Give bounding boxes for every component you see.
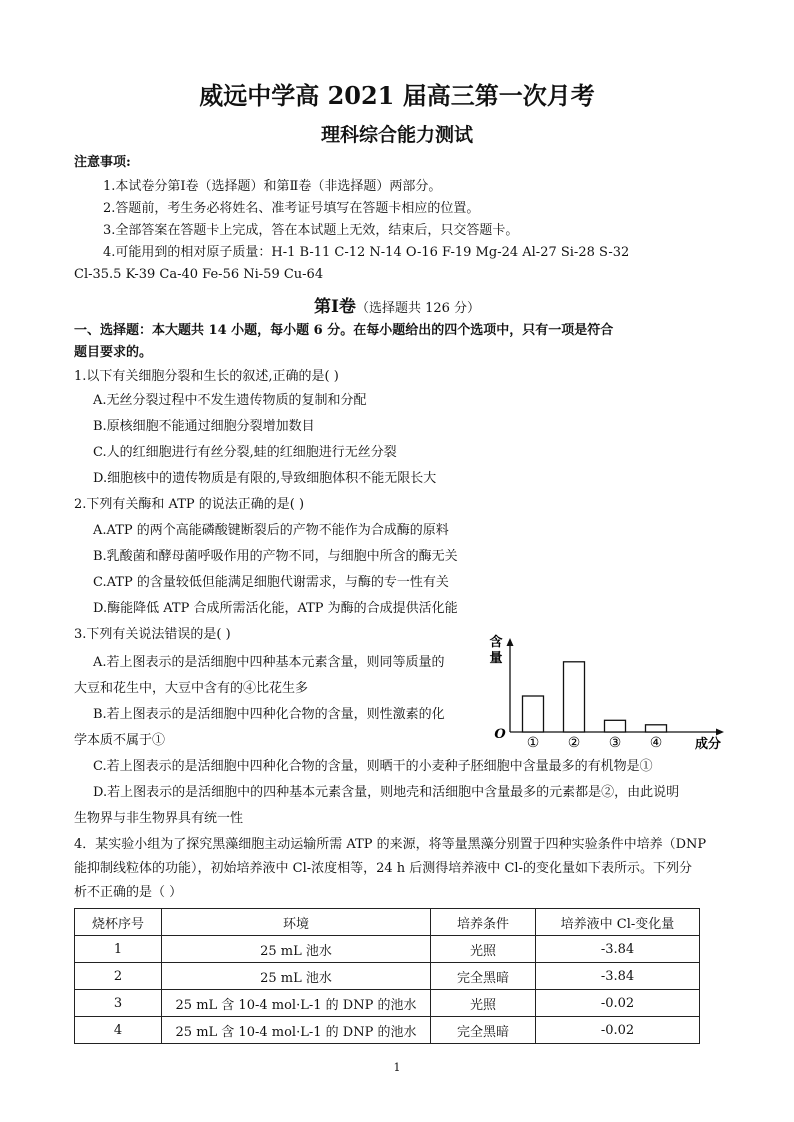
q3-option-a: A.若上图表示的是活细胞中四种基本元素含量，则同等质量的 bbox=[93, 655, 445, 670]
table-header-cell: 环境 bbox=[162, 909, 431, 936]
table-cell: 25 mL 池水 bbox=[162, 936, 431, 963]
table-header-row bbox=[75, 909, 700, 936]
section-instructions-cont: 题目要求的。 bbox=[74, 345, 153, 360]
table-cell: 2 bbox=[75, 963, 162, 990]
table-row bbox=[75, 1017, 700, 1044]
notice-item: 4.可能用到的相对原子质量：H-1 B-11 C-12 N-14 O-16 F-19 Mg-24 Al-27 Si-28 S-32 bbox=[103, 245, 630, 260]
content-bar-chart bbox=[486, 632, 734, 754]
chart-bar bbox=[564, 662, 585, 732]
x-tick-label: ③ bbox=[608, 735, 622, 751]
page-number: 1 bbox=[393, 1061, 401, 1074]
section-instructions: 一、选择题：本大题共 14 小题，每小题 6 分。在每小题给出的四个选项中，只有一项是符合 bbox=[74, 323, 614, 338]
notice-item-cont: Cl-35.5 K-39 Ca-40 Fe-56 Ni-59 Cu-64 bbox=[74, 267, 324, 282]
notice-heading: 注意事项: bbox=[74, 155, 131, 170]
section-title: 第Ⅰ卷 bbox=[313, 297, 356, 317]
table-cell: 4 bbox=[75, 1017, 162, 1044]
section-heading bbox=[0, 292, 794, 317]
table-cell: -0.02 bbox=[536, 1017, 700, 1044]
table-cell: 3 bbox=[75, 990, 162, 1017]
table-row bbox=[75, 936, 700, 963]
table-cell: 完全黑暗 bbox=[431, 963, 536, 990]
table-header-cell: 培养条件 bbox=[431, 909, 536, 936]
section-note: （选择题共 126 分） bbox=[355, 301, 481, 316]
q2-option-b: B.乳酸菌和酵母菌呼吸作用的产物不同，与细胞中所含的酶无关 bbox=[93, 549, 458, 564]
q3-option-b-cont: 学本质不属于① bbox=[74, 733, 166, 748]
table-cell: 25 mL 池水 bbox=[162, 963, 431, 990]
notice-item: 2.答题前，考生务必将姓名、准考证号填写在答题卡相应的位置。 bbox=[103, 201, 480, 216]
q2-stem: 2.下列有关酶和 ATP 的说法正确的是( ) bbox=[74, 497, 305, 512]
chart-bar bbox=[605, 720, 626, 732]
x-tick-label: ② bbox=[567, 735, 581, 751]
table-cell: 完全黑暗 bbox=[431, 1017, 536, 1044]
q4-stem-cont: 能抑制线粒体的功能），初始培养液中 Cl-浓度相等，24 h 后测得培养液中 Cl-的变化量如下表所示。下列分 bbox=[74, 861, 692, 876]
q4-stem-cont2: 析不正确的是（ ） bbox=[74, 885, 183, 900]
table-cell: 25 mL 含 10-4 mol·L-1 的 DNP 的池水 bbox=[162, 1017, 431, 1044]
q4-data-table bbox=[74, 908, 700, 1044]
q3-option-b: B.若上图表示的是活细胞中四种化合物的含量，则性激素的化 bbox=[93, 707, 445, 722]
q1-stem: 1.以下有关细胞分裂和生长的叙述,正确的是( ) bbox=[74, 369, 339, 384]
table-cell: -0.02 bbox=[536, 990, 700, 1017]
table-cell: 1 bbox=[75, 936, 162, 963]
chart-bar bbox=[523, 696, 544, 732]
table-header-cell: 培养液中 Cl-变化量 bbox=[536, 909, 700, 936]
origin-label: O bbox=[494, 727, 506, 742]
table-row bbox=[75, 990, 700, 1017]
q1-option-b: B.原核细胞不能通过细胞分裂增加数目 bbox=[93, 419, 315, 434]
table-header-cell: 烧杯序号 bbox=[75, 909, 162, 936]
q4-stem: 4．某实验小组为了探究黑藻细胞主动运输所需 ATP 的来源，将等量黑藻分别置于四种实验条件中培养（DNP bbox=[74, 837, 707, 852]
x-axis-arrow-icon bbox=[716, 729, 724, 736]
x-tick-label: ① bbox=[526, 735, 540, 751]
x-tick-label: ④ bbox=[649, 735, 663, 751]
q3-option-c: C.若上图表示的是活细胞中四种化合物的含量，则晒干的小麦种子胚细胞中含量最多的有机物是① bbox=[93, 759, 653, 774]
x-axis-label: 成分 bbox=[694, 737, 722, 752]
y-axis-arrow-icon bbox=[507, 638, 514, 646]
y-axis-label-2: 量 bbox=[489, 651, 503, 666]
exam-title: 威远中学高 2021 届高三第一次月考 bbox=[199, 81, 595, 110]
q3-option-d-cont: 生物界与非生物界具有统一性 bbox=[74, 811, 244, 826]
q3-option-d: D.若上图表示的是活细胞中的四种基本元素含量，则地壳和活细胞中含量最多的元素都是②，由此说明 bbox=[93, 785, 680, 800]
q2-option-d: D.酶能降低 ATP 合成所需活化能，ATP 为酶的合成提供活化能 bbox=[93, 601, 458, 616]
table-cell: 25 mL 含 10-4 mol·L-1 的 DNP 的池水 bbox=[162, 990, 431, 1017]
exam-subtitle: 理科综合能力测试 bbox=[320, 124, 473, 146]
q1-option-a: A.无丝分裂过程中不发生遗传物质的复制和分配 bbox=[93, 393, 367, 408]
table-cell: 光照 bbox=[431, 936, 536, 963]
notice-item: 3.全部答案在答题卡上完成，答在本试题上无效，结束后，只交答题卡。 bbox=[103, 223, 519, 238]
notice-item: 1.本试卷分第Ⅰ卷（选择题）和第Ⅱ卷（非选择题）两部分。 bbox=[103, 179, 442, 194]
table-cell: -3.84 bbox=[536, 936, 700, 963]
y-axis-label: 含 bbox=[489, 635, 503, 650]
q1-option-c: C.人的红细胞进行有丝分裂,蛙的红细胞进行无丝分裂 bbox=[93, 445, 397, 460]
q3-option-a-cont: 大豆和花生中，大豆中含有的④比花生多 bbox=[74, 681, 309, 696]
q3-stem: 3.下列有关说法错误的是( ) bbox=[74, 627, 231, 642]
q2-option-a: A.ATP 的两个高能磷酸键断裂后的产物不能作为合成酶的原料 bbox=[93, 523, 449, 538]
table-row bbox=[75, 963, 700, 990]
table-cell: 光照 bbox=[431, 990, 536, 1017]
q2-option-c: C.ATP 的含量较低但能满足细胞代谢需求，与酶的专一性有关 bbox=[93, 575, 449, 590]
chart-bar bbox=[646, 725, 667, 732]
q1-option-d: D.细胞核中的遗传物质是有限的,导致细胞体积不能无限长大 bbox=[93, 471, 437, 486]
table-cell: -3.84 bbox=[536, 963, 700, 990]
